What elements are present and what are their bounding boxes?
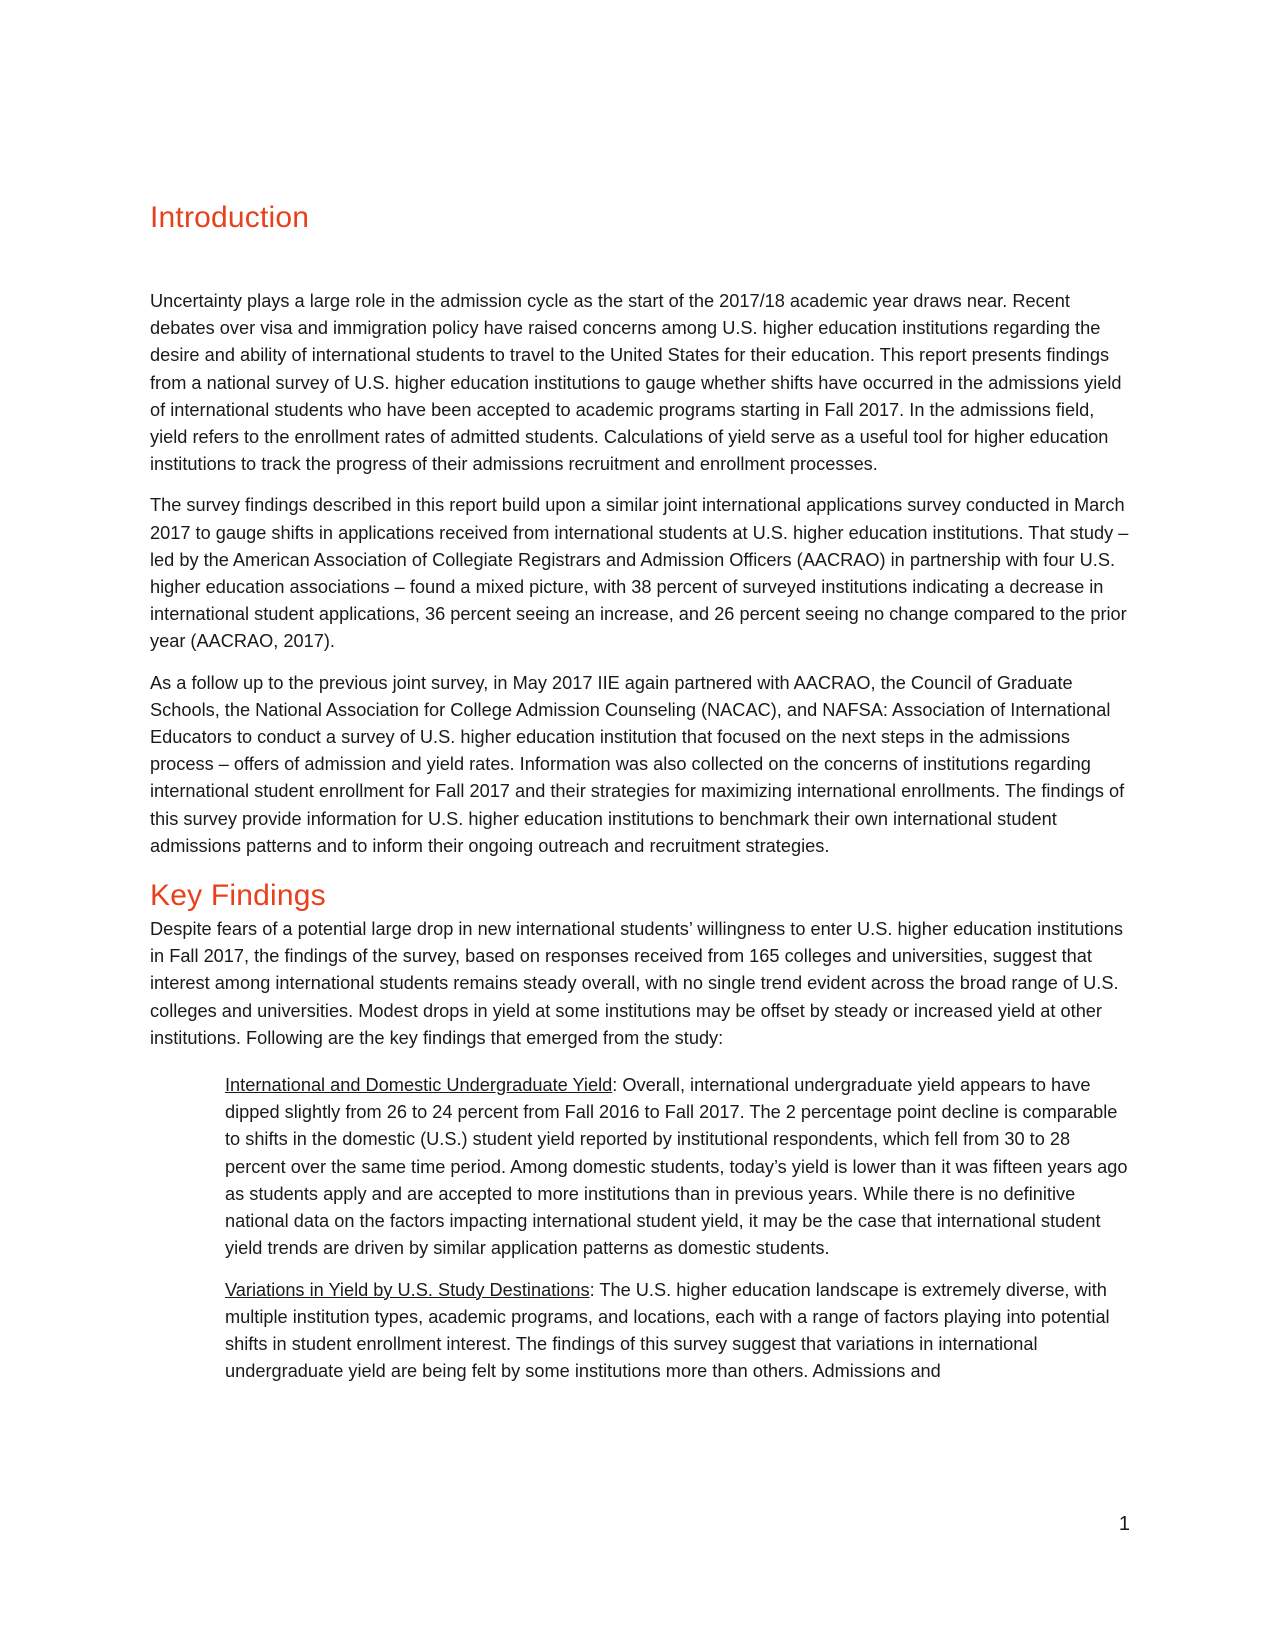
finding-title: Variations in Yield by U.S. Study Destinations: [225, 1279, 590, 1300]
key-findings-heading: Key Findings: [150, 879, 326, 913]
finding-text: : Overall, international undergraduate yield appears to have dipped slightly from 26 to 24 percent from Fall 2016 to Fall 2017. The 2 percentage point decline is comparable to shifts in the domestic (U.S.) student yield reported by institutional respondents, which fell from 30 to 28 percent over the same time period. Among domestic students, today’s yield is lower than it was fifteen years ago as students apply and are accepted to more institutions than in previous years. While there is no definitive national data on the factors impacting international student yield, it may be the case that international student yield trends are driven by similar application patterns as domestic students.: [225, 1075, 1128, 1259]
key-findings-intro: Despite fears of a potential large drop in new international students’ willingness to enter U.S. higher education institutions in Fall 2017, the findings of the survey, based on responses received from 165 colleges and universities, suggest that interest among international students remains steady overall, with no single trend evident across the broad range of U.S. colleges and universities. Modest drops in yield at some institutions may be offset by steady or increased yield at other institutions. Following are the key findings that emerged from the study:: [150, 919, 1123, 1048]
introduction-heading: Introduction: [150, 201, 310, 234]
introduction-paragraph-3: As a follow up to the previous joint survey, in May 2017 IIE again partnered with AACRAO, the Council of Graduate Schools, the National Association for College Admission Counseling (NACAC), and NAFSA: Association of International Educators to conduct a survey of U.S. higher education institution that focused on the next steps in the admissions process – offers of admission and yield rates. Information was also collected on the concerns of institutions regarding international student enrollment for Fall 2017 and their strategies for maximizing international enrollments. The findings of this survey provide information for U.S. higher education institutions to benchmark their own international student admissions patterns and to inform their ongoing outreach and recruitment strategies.: [150, 672, 1125, 856]
finding-title: International and Domestic Undergraduate Yield: [225, 1075, 613, 1096]
finding-item: [225, 1277, 1135, 1386]
page-number: 1: [1118, 1513, 1130, 1535]
page-content: [150, 198, 1130, 1385]
finding-item: [225, 1072, 1135, 1262]
introduction-paragraph-1: Uncertainty plays a large role in the admission cycle as the start of the 2017/18 academic year draws near. Recent debates over visa and immigration policy have raised concerns among U.S. higher education institutions regarding the desire and ability of international students to travel to the United States for their education. This report presents findings from a national survey of U.S. higher education institutions to gauge whether shifts have occurred in the admissions yield of international students who have been accepted to academic programs starting in Fall 2017. In the admissions field, yield refers to the enrollment rates of admitted students. Calculations of yield serve as a useful tool for higher education institutions to track the progress of their admissions recruitment and enrollment processes.: [150, 291, 1122, 475]
introduction-paragraph-2: The survey findings described in this report build upon a similar joint international applications survey conducted in March 2017 to gauge shifts in applications received from international students at U.S. higher education institutions. That study – led by the American Association of Collegiate Registrars and Admission Officers (AACRAO) in partnership with four U.S. higher education associations – found a mixed picture, with 38 percent of surveyed institutions indicating a decrease in international student applications, 36 percent seeing an increase, and 26 percent seeing no change compared to the prior year (AACRAO, 2017).: [150, 495, 1129, 652]
finding-text: : The U.S. higher education landscape is extremely diverse, with multiple institution types, academic programs, and locations, each with a range of factors playing into potential shifts in student enrollment interest. The findings of this survey suggest that variations in international undergraduate yield are being felt by some institutions more than others. Admissions and: [225, 1279, 1110, 1382]
